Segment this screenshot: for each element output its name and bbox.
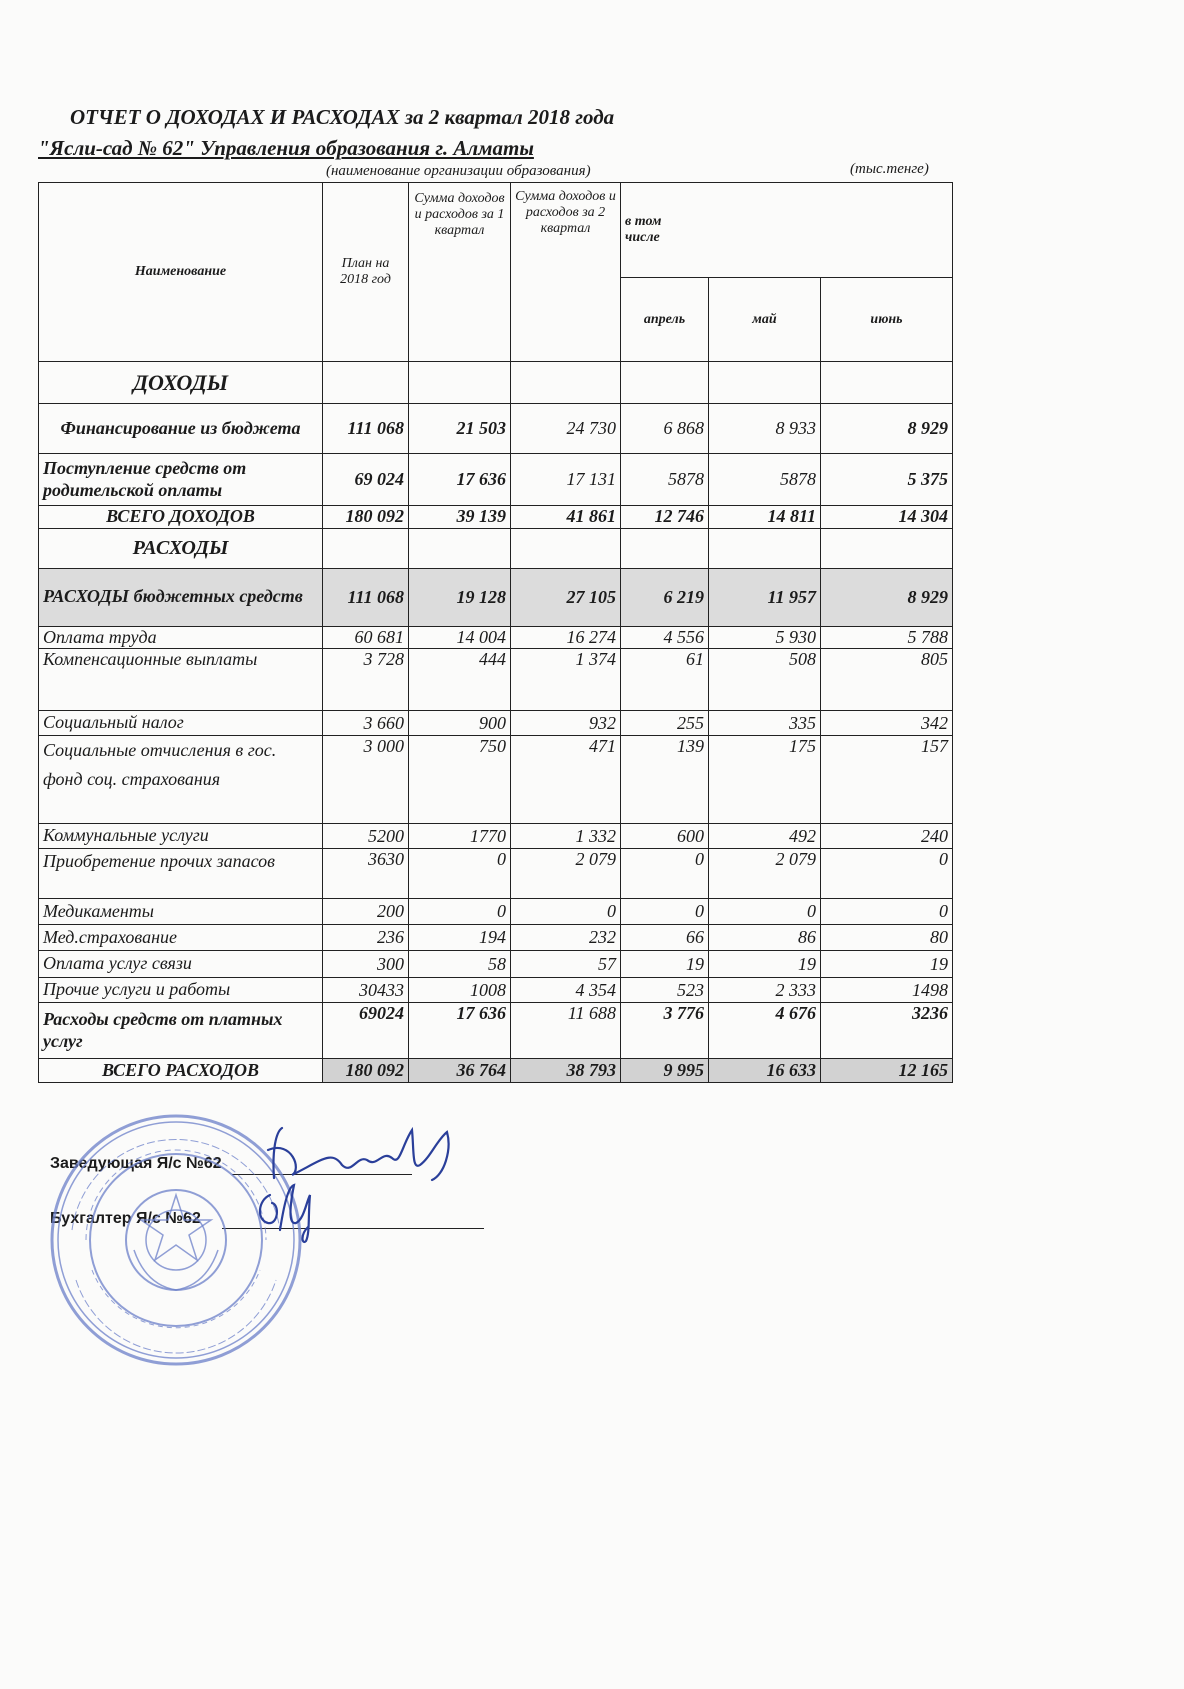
expense-total-row: ВСЕГО РАСХОДОВ 180 092 36 764 38 793 9 995 16 633 12 165 [39,1059,953,1083]
table-row: Компенсационные выплаты 3 728 444 1 374 61 508 805 [39,649,953,711]
paid-services-row: Расходы средств от платных услуг 69024 17 636 11 688 3 776 4 676 3236 [39,1003,953,1059]
table-row: Оплата услуг связи 300 58 57 19 19 19 [39,951,953,978]
table-row: Приобретение прочих запасов 3630 0 2 079 0 2 079 0 [39,849,953,899]
column-q1-header: Сумма доходов и расходов за 1 квартал [409,183,511,362]
table-row: Медикаменты 200 0 0 0 0 0 [39,899,953,925]
table-row: Поступление средств от родительской оплаты 69 024 17 636 17 131 5878 5878 5 375 [39,454,953,506]
table-row: Финансирование из бюджета 111 068 21 503 24 730 6 868 8 933 8 929 [39,404,953,454]
unit-caption: (тыс.тенге) [850,161,929,177]
organization-caption: (наименование организации образования) [326,163,591,179]
table-row: Прочие услуги и работы 30433 1008 4 354 523 2 333 1498 [39,978,953,1003]
accountant-signature-label: Бухгалтер Я/с №62 [50,1210,201,1227]
organization-name: "Ясли-сад № 62" Управления образования г. Алматы [38,136,534,160]
director-signature-label: Заведующая Я/с №62 [50,1155,222,1172]
income-expense-table [38,182,953,1083]
table-row: Социальные отчисления в гос. фонд соц. страхования 3 000 750 471 139 175 157 [39,736,953,824]
table-row: Коммунальные услуги 5200 1770 1 332 600 492 240 [39,824,953,849]
table-row: Мед.страхование 236 194 232 66 86 80 [39,925,953,951]
column-may-header: май [709,278,821,362]
column-name-header: Наименование [39,183,323,362]
column-plan-header: План на 2018 год [323,183,409,362]
income-total-row: ВСЕГО ДОХОДОВ 180 092 39 139 41 861 12 746 14 811 14 304 [39,506,953,529]
column-including-header [621,183,953,278]
income-section-heading: ДОХОДЫ [39,362,323,404]
column-april-header: апрель [621,278,709,362]
table-row: Оплата труда 60 681 14 004 16 274 4 556 5 930 5 788 [39,626,953,649]
expense-section-heading: РАСХОДЫ [39,528,323,568]
report-title: ОТЧЕТ О ДОХОДАХ И РАСХОДАХ за 2 квартал 2018 года [70,105,615,129]
table-row: Социальный налог 3 660 900 932 255 335 342 [39,711,953,736]
budget-expenses-row: РАСХОДЫ бюджетных средств 111 068 19 128 27 105 6 219 11 957 8 929 [39,568,953,626]
accountant-signature-icon [250,1175,330,1245]
including-label: в том числе [625,214,662,245]
column-q2-header: Сумма доходов и расходов за 2 квартал [511,183,621,362]
column-june-header: июнь [821,278,953,362]
